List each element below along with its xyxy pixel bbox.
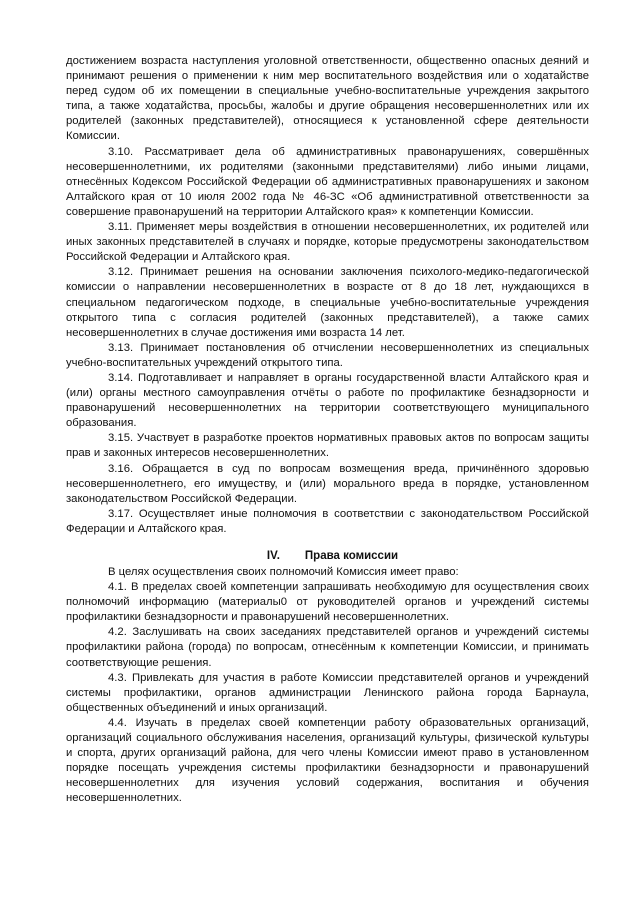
paragraph-3-11: 3.11. Применяет меры воздействия в отношении несовершеннолетних, их родителей или иных законных представителей в случаях и порядке, которые предусмотрены законодательством Российской Федерации и Алтайского края. [66, 221, 589, 264]
paragraph-4-1: 4.1. В пределах своей компетенции запрашивать необходимую для осуществления своих полномочий информацию (материалы0 от руководителей органов и учреждений системы профилактики безнадзорности и правонарушений несовершеннолетних. [66, 581, 589, 624]
paragraph-3-10: 3.10. Рассматривает дела об административных правонарушениях, совершённых несовершеннолетними, их родителями (законными представителями) либо иными лицами, отнесённых Кодексом Российской Федерации об административных правонарушениях и законом Алтайского края от 10 июля 2002 года № 46-ЗС «Об административной ответственности за совершение правонарушений на территории Алтайского края» к компетенции Комиссии. [66, 145, 589, 218]
section-title: Права комиссии [304, 550, 399, 562]
paragraph-3-13: 3.13. Принимает постановления об отчислении несовершеннолетних из специальных учебно-воспитательных учреждений открытого типа. [66, 341, 589, 369]
paragraph-3-16: 3.16. Обращается в суд по вопросам возмещения вреда, причинённого здоровью несовершеннолетнего, его имуществу, и (или) морального вреда в порядке, установленном законодательством Российской Федерации. [66, 462, 589, 505]
paragraph-intro: В целях осуществления своих полномочий Комиссия имеет право: [108, 566, 459, 578]
section-number: IV. [266, 550, 280, 562]
paragraph-3-17: 3.17. Осуществляет иные полномочия в соответствии с законодательством Российской Федерации и Алтайского края. [66, 507, 589, 535]
paragraph-4-4: 4.4. Изучать в пределах своей компетенции работу образовательных организаций, организаций социального обслуживания населения, организаций культуры, физической культуры и спорта, других организаций района, для чего члены Комиссии имеют право в установленном порядке посещать учреждения системы профилактики безнадзорности и правонарушений несовершеннолетних для изучения условий содержания, воспитания и обучения несовершеннолетних. [66, 716, 589, 805]
paragraph-4-2: 4.2. Заслушивать на своих заседаниях представителей органов и учреждений системы профилактики района (города) по вопросам, отнесённым к компетенции Комиссии, и принимать соответствующие решения. [66, 626, 589, 669]
section-heading [66, 549, 589, 564]
paragraph-3-14: 3.14. Подготавливает и направляет в органы государственной власти Алтайского края и (или) органы местного самоуправления отчёты о работе по профилактике безнадзорности и правонарушений несовершеннолетних на территории соответствующего муниципального образования. [66, 371, 589, 430]
paragraph-continuation: достижением возраста наступления уголовной ответственности, общественно опасных деяний и принимают решения о применении к ним мер воспитательного воздействия или о ходатайстве перед судом об их помещении в специальные учебно-воспитательные учреждения закрытого типа, а также ходатайства, просьбы, жалобы и другие обращения несовершеннолетних или их родителей (законных представителей), относящиеся к установленной сфере деятельности Комиссии. [66, 55, 589, 143]
paragraph-4-3: 4.3. Привлекать для участия в работе Комиссии представителей органов и учреждений системы профилактики, органов администрации Ленинского района города Барнаула, общественных объединений и иных организаций. [66, 671, 589, 714]
paragraph-3-12: 3.12. Принимает решения на основании заключения психолого-медико-педагогической комиссии о направлении несовершеннолетних в возрасте от 8 до 18 лет, нуждающихся в специальном педагогическом подходе, в специальные учебно-воспитательные учреждения открытого типа с согласия родителей (законных представителей), а также самих несовершеннолетних в случае достижения ими возраста 14 лет. [66, 266, 589, 339]
paragraph-3-15: 3.15. Участвует в разработке проектов нормативных правовых актов по вопросам защиты прав и законных интересов несовершеннолетних. [66, 432, 589, 460]
